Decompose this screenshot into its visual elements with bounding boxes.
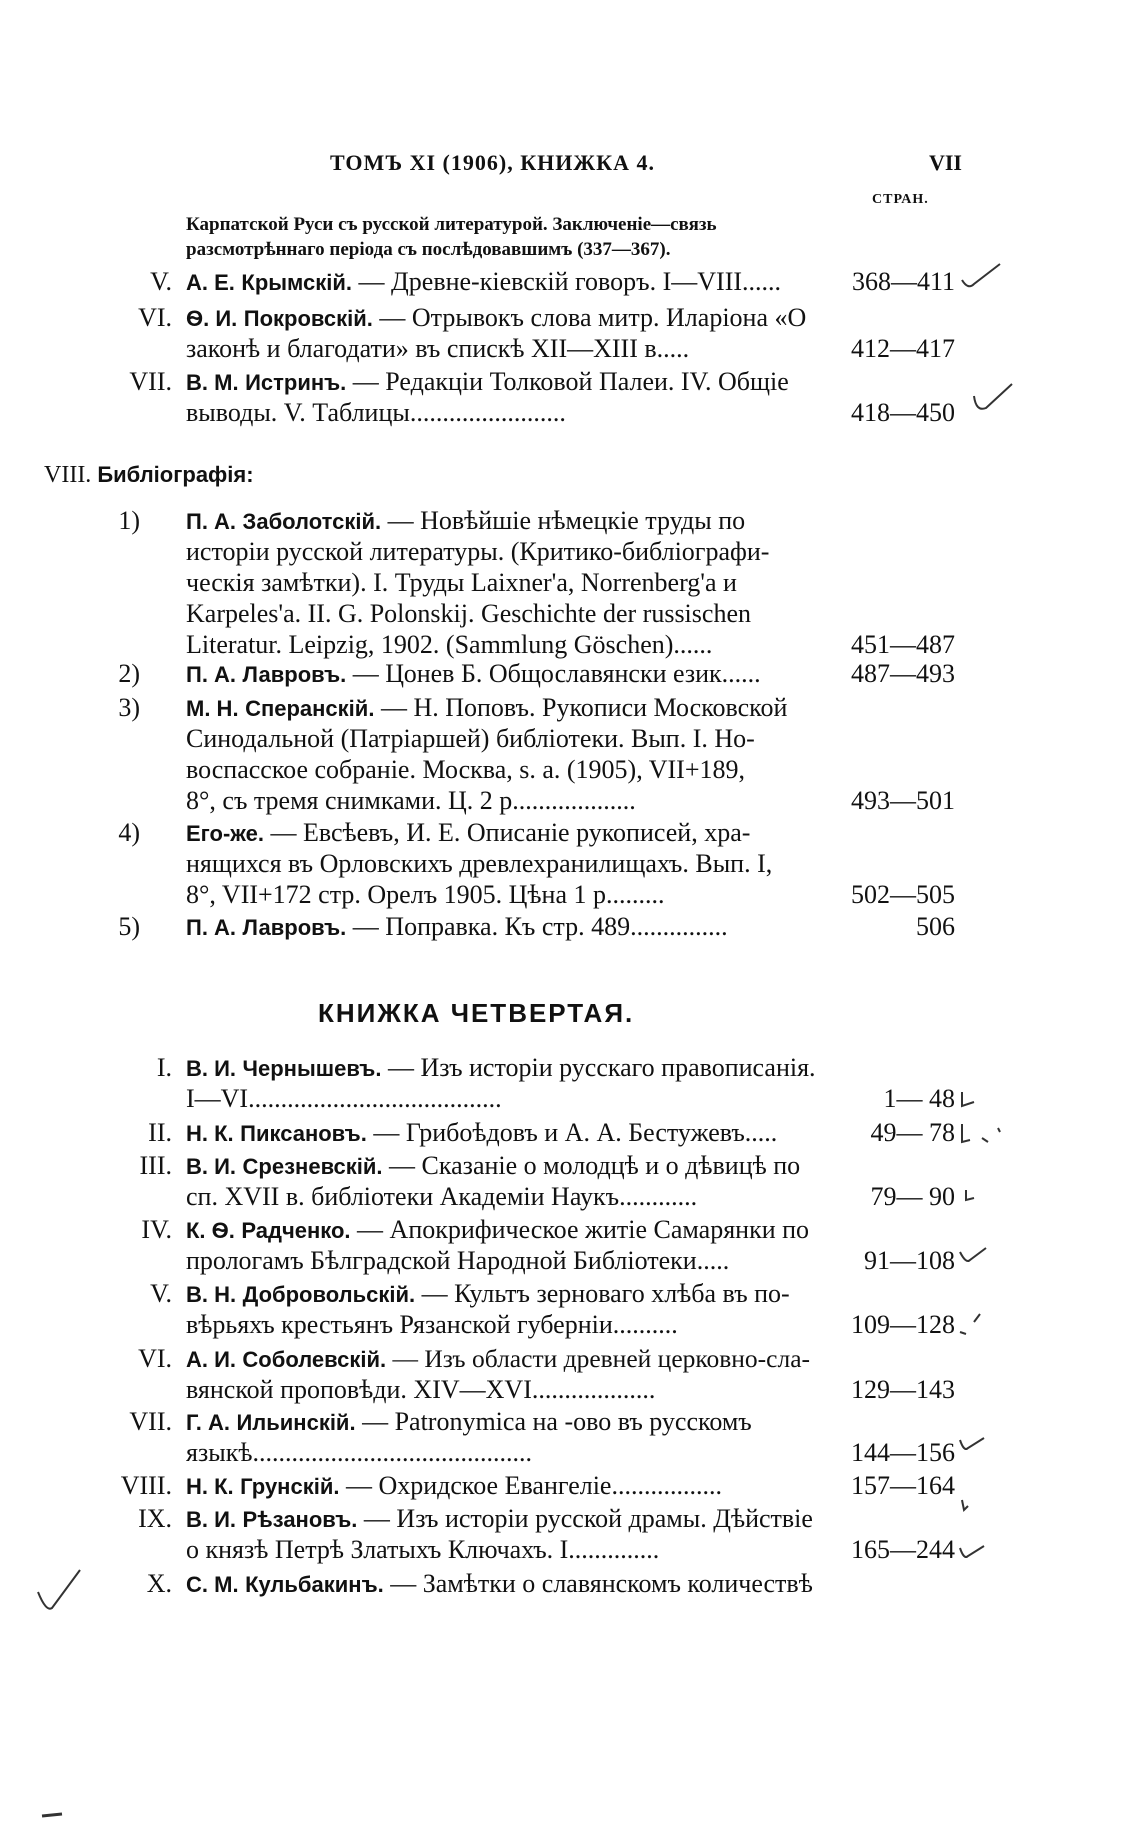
author-name: Заболотскій. <box>242 509 382 534</box>
page-number: VII <box>928 150 962 175</box>
entry-pages: 418—450 <box>851 398 955 427</box>
entry-text: воспасское собраніе. Москва, s. a. (1905), VII+189, <box>186 755 745 784</box>
entry-number: I. <box>156 1053 172 1082</box>
author-initials: П. А. <box>186 915 237 940</box>
author-name: Чернышевъ. <box>242 1056 382 1081</box>
author-initials: Г. А. <box>186 1410 230 1435</box>
entry-line <box>186 1245 816 1276</box>
bibliography-title: Библіографія: <box>97 462 254 487</box>
entry-line <box>186 658 816 690</box>
entry-text: Karpeles'a. II. G. Polonskij. Geschichte der russischen <box>186 599 751 628</box>
entry-text: I—VI....................................... <box>186 1084 502 1113</box>
author-name: Кульбакинъ. <box>245 1572 384 1597</box>
entry-number: 1) <box>118 506 140 535</box>
entry-line <box>186 1503 816 1535</box>
pencil-smudge-icon <box>40 1810 66 1820</box>
author-name: Срезневскій. <box>242 1154 383 1179</box>
entry-line <box>186 1470 816 1502</box>
entry-text: законѣ и благодати» въ спискѣ XII—XIII в..... <box>186 334 690 363</box>
author-initials: С. М. <box>186 1572 239 1597</box>
entry-number: VI. <box>138 1344 172 1373</box>
intro-line-2: разсмотрѣннаго періода съ послѣдовавшимъ (337—367). <box>186 239 671 260</box>
author-name: Сперанскій. <box>245 696 375 721</box>
entry-line <box>186 1214 816 1246</box>
pencil-check-icon <box>960 262 1010 292</box>
running-head: ТОМЪ XI (1906), КНИЖКА 4. <box>330 150 655 175</box>
entry-line <box>186 1568 816 1600</box>
entry-line <box>186 366 816 398</box>
entry-line <box>186 1181 816 1212</box>
entry-text: прологамъ Бѣлградской Народной Библіотеки..... <box>186 1246 730 1275</box>
entry-number: II. <box>148 1118 172 1147</box>
entry-line <box>186 567 816 598</box>
entry-text: 8°, VII+172 стр. Орелъ 1905. Цѣна 1 р......... <box>186 880 665 909</box>
entry-line <box>186 1052 816 1084</box>
entry-pages: 157—164 <box>851 1471 955 1500</box>
entry-line <box>186 397 816 428</box>
entry-line <box>186 692 816 724</box>
entry-text: — Древне-кіевскій говоръ. I—VIII...... <box>358 267 782 296</box>
entry-line <box>186 333 816 364</box>
author-name: Крымскій. <box>241 270 353 295</box>
author-name: Пиксановъ. <box>240 1121 367 1146</box>
author-initials: В. И. <box>186 1154 237 1179</box>
author-initials: В. М. <box>186 370 239 395</box>
entry-line <box>186 879 816 910</box>
pencil-check-icon <box>958 1544 988 1564</box>
pencil-check-icon <box>958 1246 988 1270</box>
entry-text: — Цонев Б. Общославянски език...... <box>352 659 761 688</box>
intro-line-1: Карпатской Руси съ русской литературой. Заключеніе—связь <box>186 214 717 235</box>
entry-line <box>186 598 816 629</box>
author-initials: Ѳ. И. <box>186 306 238 331</box>
entry-number: VII. <box>129 1407 172 1436</box>
entry-text: о князѣ Петрѣ Златыхъ Ключахъ. I.............. <box>186 1535 660 1564</box>
entry-number: 3) <box>118 693 140 722</box>
pencil-check-icon <box>962 1186 984 1206</box>
entry-pages: 487—493 <box>851 659 955 688</box>
author-name: Соболевскій. <box>242 1347 387 1372</box>
pages-column-label: СТРАН. <box>872 192 929 207</box>
entry-pages: 493—501 <box>851 786 955 815</box>
entry-text: — Patronymica на -ово въ русскомъ <box>362 1407 752 1436</box>
entry-pages: 129—143 <box>851 1375 955 1404</box>
author-initials: П. А. <box>186 662 237 687</box>
entry-line <box>186 536 816 567</box>
author-name: Рѣзановъ. <box>242 1507 358 1532</box>
bibliography-heading <box>44 462 254 489</box>
entry-number: VIII. <box>120 1471 172 1500</box>
entry-line <box>186 1150 816 1182</box>
author-name: Истринъ. <box>245 370 347 395</box>
entry-line <box>186 302 816 334</box>
author-name: Ильинскій. <box>236 1410 356 1435</box>
author-name: Покровскій. <box>243 306 373 331</box>
entry-line <box>186 1309 816 1340</box>
entry-pages: 165—244 <box>851 1535 955 1564</box>
entry-text: выводы. V. Таблицы........................ <box>186 398 566 427</box>
entry-number: X. <box>146 1569 172 1598</box>
entry-text: ческія замѣтки). I. Труды Laixner'a, Norrenberg'a и <box>186 568 737 597</box>
pencil-check-icon <box>958 1120 1018 1148</box>
entry-text: — Апокрифическое житіе Самарянки по <box>357 1215 810 1244</box>
entry-number: III. <box>139 1151 172 1180</box>
entry-line <box>186 785 816 816</box>
entry-pages: 412—417 <box>851 334 955 363</box>
entry-text: — Редакціи Толковой Палеи. IV. Общіе <box>352 367 789 396</box>
entry-text: — Замѣтки о славянскомъ количествѣ <box>390 1569 813 1598</box>
entry-line <box>186 1437 816 1468</box>
entry-line <box>186 1374 816 1405</box>
entry-number: V. <box>150 267 172 296</box>
entry-line <box>186 1534 816 1565</box>
entry-number: 4) <box>118 818 140 847</box>
entry-text: Literatur. Leipzig, 1902. (Sammlung Göschen)...... <box>186 630 713 659</box>
entry-text: сп. XVII в. библіотеки Академіи Наукъ............ <box>186 1182 698 1211</box>
author-initials: В. И. <box>186 1056 237 1081</box>
pencil-check-icon <box>958 1088 982 1110</box>
entry-pages: 79— 90 <box>870 1182 955 1211</box>
author-name: Лавровъ. <box>242 915 347 940</box>
entry-line <box>186 754 816 785</box>
pencil-check-icon <box>972 382 1022 422</box>
entry-number: IX. <box>138 1504 172 1533</box>
author-initials: А. И. <box>186 1347 237 1372</box>
pencil-check-icon <box>958 1496 972 1516</box>
entry-text: — Поправка. Къ стр. 489............... <box>352 912 728 941</box>
entry-number: V. <box>150 1279 172 1308</box>
entry-line <box>186 817 816 849</box>
pencil-check-icon <box>36 1568 86 1618</box>
entry-pages: 368—411 <box>851 267 955 296</box>
entry-pages: 109—128 <box>851 1310 955 1339</box>
entry-pages: 49— 78 <box>870 1118 955 1147</box>
entry-line <box>186 1278 816 1310</box>
author-initials: В. Н. <box>186 1282 237 1307</box>
entry-text: — Евсѣевъ, И. Е. Описаніе рукописей, хра- <box>270 818 751 847</box>
entry-text: — Охридское Евангеліе................. <box>345 1471 722 1500</box>
entry-number: VII. <box>129 367 172 396</box>
entry-number: VI. <box>138 303 172 332</box>
entry-text: Синодальной (Патріаршей) библіотеки. Вып. I. Но- <box>186 724 755 753</box>
entry-number: IV. <box>141 1215 172 1244</box>
entry-text: языкѣ........................................... <box>186 1438 532 1467</box>
author-initials: К. Ѳ. <box>186 1218 235 1243</box>
entry-text: — Изъ исторіи русскаго правописанія. <box>387 1053 816 1082</box>
entry-line <box>186 629 816 660</box>
entry-line <box>186 1406 816 1438</box>
author-name: Его-же. <box>186 821 264 846</box>
author-name: Грунскій. <box>240 1474 340 1499</box>
author-name: Радченко. <box>241 1218 351 1243</box>
entry-line <box>186 848 816 879</box>
entry-line <box>186 266 816 298</box>
entry-text: исторіи русской литературы. (Критико-библіографи- <box>186 537 770 566</box>
entry-number: 2) <box>118 659 140 688</box>
pencil-check-icon <box>958 1436 988 1456</box>
entry-text: — Грибоѣдовъ и А. А. Бестужевъ..... <box>373 1118 778 1147</box>
author-initials: М. Н. <box>186 696 239 721</box>
entry-text: — Новѣйшіе нѣмецкіе труды по <box>387 506 746 535</box>
entry-line <box>186 1343 816 1375</box>
entry-text: — Изъ области древней церковно-сла- <box>392 1344 811 1373</box>
entry-pages: 506 <box>916 912 955 941</box>
author-initials: П. А. <box>186 509 237 534</box>
entry-text: — Изъ исторіи русской драмы. Дѣйствіе <box>363 1504 813 1533</box>
entry-text: — Н. Поповъ. Рукописи Московской <box>380 693 788 722</box>
entry-text: — Отрывокъ слова митр. Иларіона «О <box>379 303 807 332</box>
entry-text: — Культъ зерноваго хлѣба въ по- <box>421 1279 790 1308</box>
entry-line <box>186 911 816 943</box>
bibliography-number: VIII. <box>44 462 92 488</box>
entry-text: 8°, съ тремя снимками. Ц. 2 р................... <box>186 786 636 815</box>
entry-pages: 502—505 <box>851 880 955 909</box>
author-name: Добровольскій. <box>242 1282 416 1307</box>
entry-line <box>186 1083 816 1114</box>
entry-text: вянской проповѣди. XIV—XVI................... <box>186 1375 656 1404</box>
author-initials: В. И. <box>186 1507 237 1532</box>
entry-pages: 144—156 <box>851 1438 955 1467</box>
author-name: Лавровъ. <box>242 662 347 687</box>
entry-pages: 1— 48 <box>883 1084 955 1113</box>
entry-number: 5) <box>118 912 140 941</box>
pencil-check-icon <box>958 1310 988 1340</box>
entry-text: вѣрьяхъ крестьянъ Рязанской губерніи.......... <box>186 1310 678 1339</box>
author-initials: Н. К. <box>186 1474 234 1499</box>
entry-pages: 91—108 <box>864 1246 955 1275</box>
entry-line <box>186 1117 816 1149</box>
entry-pages: 451—487 <box>851 630 955 659</box>
author-initials: А. Е. <box>186 270 235 295</box>
entry-line <box>186 723 816 754</box>
section-title: КНИЖКА ЧЕТВЕРТАЯ. <box>318 998 635 1028</box>
entry-line <box>186 505 816 537</box>
entry-text: нящихся въ Орловскихъ древлехранилищахъ. Вып. I, <box>186 849 773 878</box>
entry-text: — Сказаніе о молодцѣ и о дѣвицѣ по <box>389 1151 801 1180</box>
author-initials: Н. К. <box>186 1121 234 1146</box>
